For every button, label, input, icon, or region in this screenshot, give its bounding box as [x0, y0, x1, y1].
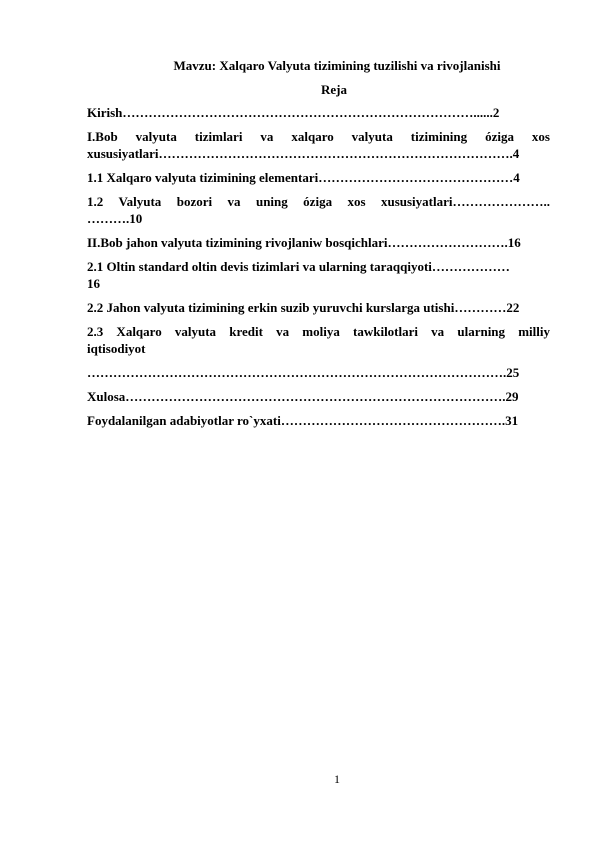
toc-section-1-2-line2: ……….10: [87, 211, 143, 226]
toc-section-2-3-line1: 2.3 Xalqaro valyuta kredit va moliya tawkilotlari va ularning milliy: [87, 324, 550, 339]
document-title: Mavzu: Xalqaro Valyuta tizimining tuzilishi va rivojlanishi: [173, 58, 501, 73]
page-number: 1: [334, 772, 340, 786]
toc-section-2-2: 2.2 Jahon valyuta tizimining erkin suzib yuruvchi kurslarga utishi…………22: [87, 300, 520, 315]
toc-section-2-1-line2: 16: [87, 276, 100, 291]
toc-xulosa: Xulosa…………………………………………………………………………….29: [87, 389, 519, 404]
toc-section-1-1: 1.1 Xalqaro valyuta tizimining elementari………………………………………4: [87, 170, 520, 185]
toc-section-2-1-line1: 2.1 Oltin standard oltin devis tizimlari va ularning taraqqiyoti………………: [87, 259, 510, 274]
table-of-contents: [87, 104, 550, 429]
toc-chapter-1-line2: xususiyatlari……………………………………………………………………….4: [87, 146, 520, 161]
toc-section-2-3-line2: iqtisodiyot: [87, 341, 146, 356]
toc-chapter-2: II.Bob jahon valyuta tizimining rivojlaniw bosqichlari……………………….16: [87, 235, 521, 250]
toc-section-1-2-line1: 1.2 Valyuta bozori va uning óziga xos xususiyatlari…………………..: [87, 194, 550, 209]
document-subtitle: Reja: [321, 82, 347, 97]
toc-adabiyotlar: Foydalanilgan adabiyotlar ro`yxati…………………………………………….31: [87, 413, 519, 428]
toc-kirish: Kirish………………………………………………………………………......2: [87, 105, 500, 120]
toc-chapter-1-line1: I.Bob valyuta tizimlari va xalqaro valyuta tizimining óziga xos: [87, 129, 550, 144]
toc-section-2-3-line3: …………………………………………………………………………………….25: [87, 365, 520, 380]
